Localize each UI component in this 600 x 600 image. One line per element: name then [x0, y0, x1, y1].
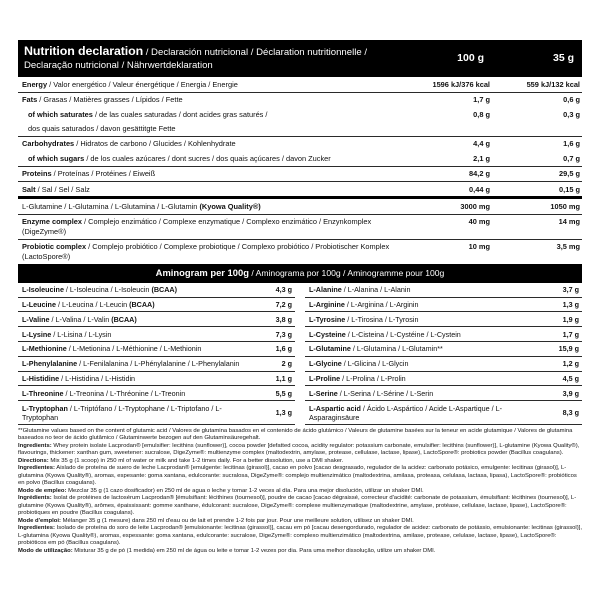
ingredients-es — [18, 465, 582, 488]
aminogram-row-label: L-Glutamine / L-Glutamina / L-Glutamin** — [305, 341, 539, 356]
directions-es-label: Modo de empleo: — [18, 487, 67, 494]
nutrition-row — [18, 239, 582, 263]
aminogram-row — [18, 371, 295, 386]
nutrition-row-label: L-Glutamine / L-Glutamina / L-Glutamina / L-Glutamin (Kyowa Quality®) — [18, 198, 406, 214]
ingredients-en — [18, 443, 582, 458]
nutrition-row — [18, 198, 582, 214]
nutrition-row — [18, 136, 582, 151]
aminogram-row — [305, 401, 582, 425]
nutrition-value-100g: 1596 kJ/376 kcal — [406, 77, 494, 92]
nutrition-declaration-title-rest: / Declaración nutricional / Déclaration nutritionnelle / Declaração nutricional / Nährwertdeklaration — [24, 47, 368, 71]
nutrition-table — [18, 77, 582, 263]
nutrition-value-100g: 84,2 g — [406, 166, 494, 181]
nutrition-row-label: Fats / Grasas / Matières grasses / Lípidos / Fette — [22, 95, 183, 105]
aminogram-row-label: L-Threonine / L-Treonina / L-Thréonine / L-Treonin — [18, 386, 252, 401]
aminogram-row — [18, 297, 295, 312]
column-header-35g: 35 g — [552, 52, 574, 65]
nutrition-row — [18, 181, 582, 197]
aminogram-row-label: L-Valine / L-Valina / L-Valin (BCAA) — [18, 312, 252, 327]
aminogram-row — [18, 356, 295, 371]
directions-pt-label: Modo de utilização: — [18, 547, 73, 554]
aminogram-row-value: 7,3 g — [252, 327, 295, 342]
ingredients-fr-text: Isolat de protéines de lactosérum Lacprodan® [émulsifiant: lécithines (tournesol)], poudre de cacao [cacao dégraissé, correcteur d'acidité: carbonate de potassium, émulsifiant: lécithines (tournesol)], L-glutamine (Kyowa Quality®), arômes, épaississant: gomme xanthane, édulcorant: sucralose, DigeZyme®: complexe multienzymatique (maltodextrine, amylase, protéase, cellulase, lactase, lipase), LactoSpore®: probiotiques en poudre (Bacillus coagulans). — [18, 495, 577, 517]
nutrition-row — [18, 92, 582, 107]
footnotes-block — [18, 428, 582, 556]
ingredients-pt-label: Ingredientes: — [18, 525, 55, 532]
nutrition-row-label: dos quais saturados / davon gesättitgte Fette — [18, 121, 406, 136]
aminogram-row-value: 7,2 g — [252, 297, 295, 312]
aminogram-row-value: 3,8 g — [252, 312, 295, 327]
aminogram-row-value: 1,6 g — [252, 341, 295, 356]
ingredients-fr — [18, 495, 582, 518]
aminogram-columns — [18, 283, 582, 425]
nutrition-value-100g: 3000 mg — [406, 198, 494, 214]
aminogram-row-label: L-Aspartic acid / Ácido L-Aspártico / Acide L-Aspartique / L-Asparaginsäure — [305, 401, 539, 425]
nutrition-value-100g: 40 mg — [406, 214, 494, 239]
aminogram-row-label: L-Proline / L-Prolina / L-Prolin — [305, 371, 539, 386]
aminogram-row-label: L-Isoleucine / L-Isoleucina / L-Isoleucin (BCAA) — [18, 283, 252, 297]
nutrition-value-100g: 0,44 g — [406, 181, 494, 197]
directions-pt-text: Misturar 35 g de pó (1 medida) em 250 ml de água ou leite e tomar 1-2 vezes por dia. Para uma melhor dissolução, utilize um shaker DMI. — [72, 547, 436, 554]
aminogram-row-label: L-Glycine / L-Glicina / L-Glycin — [305, 356, 539, 371]
nutrition-row-label: Enzyme complex / Complejo enzimático / Complexe enzymatique / Complexo enzimático / Enzynkomplex (DigeZyme®) — [18, 214, 406, 239]
nutrition-value-35g: 0,3 g — [563, 109, 580, 119]
nutrition-declaration-header — [18, 40, 582, 77]
aminogram-row-value: 8,3 g — [539, 401, 582, 425]
nutrition-row — [18, 77, 582, 92]
aminogram-row — [305, 341, 582, 356]
nutrition-row — [18, 214, 582, 239]
aminogram-row — [18, 341, 295, 356]
nutrition-value-100g: 0,8 g — [473, 109, 490, 119]
nutrition-value-35g: 29,5 g — [494, 166, 582, 181]
aminogram-row-value: 1,7 g — [539, 327, 582, 342]
nutrition-value-35g: 1,6 g — [563, 139, 580, 149]
aminogram-row — [305, 297, 582, 312]
aminogram-row-label: L-Cysteine / L-Cisteina / L-Cystéine / L-Cystein — [305, 327, 539, 342]
aminogram-right-column — [300, 283, 582, 425]
directions-en-label: Directions: — [18, 457, 49, 464]
aminogram-left-table — [18, 283, 295, 425]
aminogram-row-value: 5,5 g — [252, 386, 295, 401]
nutrition-value-35g: 1050 mg — [494, 198, 582, 214]
ingredients-pt — [18, 525, 582, 548]
directions-es-text: Mezclar 35 g (1 cazo dosificador) en 250 ml de agua o leche y tomar 1-2 veces al día. Para una mejor disolución, utilizar un shaker DMI. — [66, 487, 424, 494]
nutrition-row — [18, 151, 582, 166]
nutrition-declaration-title-bold: Nutrition declaration — [24, 44, 144, 58]
nutrition-declaration-title — [24, 44, 400, 72]
aminogram-header-bold: Aminogram per 100g — [155, 267, 249, 279]
directions-en-text: Mix 35 g (1 scoop) in 250 ml of water or milk and take 1-2 times daily. For a better dissolution, use a DMI shaker. — [48, 457, 344, 464]
nutrition-value-35g: 3,5 mg — [556, 242, 580, 252]
ingredients-en-label: Ingredients: — [18, 442, 52, 449]
nutrition-row — [18, 107, 582, 121]
directions-pt — [18, 548, 582, 556]
aminogram-right-table — [305, 283, 582, 425]
glutamine-footnote: **Glutamine values based on the content of glutamic acid / Valores de glutamina basados en el contenido de ácido glutámico / Valeurs de glutamine basées sur la teneur en acide glutamique / Valores de glutamina baseados no teor de ácido glutâmico / Glutaminwerte bezogen auf den Glutaminsäuregehalt. — [18, 427, 573, 442]
nutrition-row-label: of which sugars / de los cuales azúcares / dont sucres / dos quais açúcares / davon Zucker — [18, 151, 406, 166]
aminogram-row-label: L-Alanine / L-Alanina / L-Alanin — [305, 283, 539, 297]
nutrition-row — [18, 121, 582, 136]
nutrition-value-35g: 0,15 g — [494, 181, 582, 197]
ingredients-pt-text: Isolado de proteína do soro de leite Lacprodan® [emulsionante: lecitinas (girassol)], cacau em pó [cacau desengordurado, regulador de acidez: carbonato de potássio, emulsionante: lecitinas (girassol)], L-glutamina (Kyowa Quality®), aromas, espessante: goma xantana, edulcorante: sucralose, DigeZyme®: complexo multienzimático (maltodextrina, amilase, protease, celulase, lactase, lipase), LactoSpore®: probióticos em pó (Bacillus coagulans). — [18, 525, 582, 547]
aminogram-row-value: 1,2 g — [539, 356, 582, 371]
aminogram-row-label: L-Tyrosine / L-Tirosina / L-Tyrosin — [305, 312, 539, 327]
nutrition-value-100g: 2,1 g — [406, 151, 494, 166]
ingredients-fr-label: Ingrédients: — [18, 495, 52, 502]
aminogram-row-value: 1,9 g — [539, 312, 582, 327]
aminogram-row-value: 4,5 g — [539, 371, 582, 386]
nutrition-row-label: Energy / Valor energético / Valeur énergétique / Energia / Energie — [18, 77, 406, 92]
ingredients-es-text: Aislado de proteína de suero de leche Lacprodan® [emulgente: lecitinas (girasol)], cacao en polvo [cacao desgrasado, regulador de la acidez: carbonato potásico, emulgente: lecitinas (girasol)], L-glutamina (Kyowa Quality®), aromas, espesante: goma xantana, edulcorante: sucralosa, DigeZyme®: complejo multienzimático (maltodextrina, amilasa, proteasa, celulasa, lactasa, lipasa), LactoSpore®: probióticos en polvo (Bacillus coagulans). — [18, 465, 577, 487]
aminogram-left-column — [18, 283, 300, 425]
directions-fr-label: Mode d'emploi: — [18, 517, 61, 524]
aminogram-row-value: 15,9 g — [539, 341, 582, 356]
nutrition-row-label: Probiotic complex / Complejo probiótico / Complexe probiotique / Complexo probiótico / Probiotischer Komplex (LactoSpore®) — [22, 242, 390, 261]
column-header-100g: 100 g — [457, 52, 484, 65]
nutrition-value-35g: 0,7 g — [494, 151, 582, 166]
aminogram-row — [305, 283, 582, 297]
aminogram-row-label: L-Arginine / L-Arginina / L-Arginin — [305, 297, 539, 312]
aminogram-row-value: 1,3 g — [539, 297, 582, 312]
aminogram-row — [305, 371, 582, 386]
aminogram-row — [18, 283, 295, 297]
aminogram-row-label: L-Phenylalanine / L-Fenilalanina / L-Phénylalanine / L-Phenylalanin — [18, 356, 252, 371]
aminogram-row-value: 1,3 g — [252, 401, 295, 425]
directions-fr-text: Mélanger 35 g (1 mesure) dans 250 ml d'eau ou de lait et prendre 1-2 fois par jour. Pour une meilleure solution, utilisez un shaker DMI. — [60, 517, 414, 524]
aminogram-row-label: L-Leucine / L-Leucina / L-Leucin (BCAA) — [18, 297, 252, 312]
nutrition-row — [18, 166, 582, 181]
aminogram-row-value: 2 g — [252, 356, 295, 371]
nutrition-value-100g: 1,7 g — [473, 95, 490, 105]
nutrition-value-100g: 10 mg — [468, 242, 490, 252]
nutrition-value-35g — [494, 121, 582, 136]
nutrition-row-label: of which saturates / de las cuales saturadas / dont acides gras saturés / — [28, 109, 268, 119]
aminogram-header-rest: / Aminograma por 100g / Aminogramme pour 100g — [248, 268, 445, 279]
aminogram-row-value: 3,7 g — [539, 283, 582, 297]
nutrition-row-label: Proteins / Proteínas / Protéines / Eiweiß — [18, 166, 406, 181]
aminogram-row — [18, 386, 295, 401]
nutrition-value-35g: 14 mg — [494, 214, 582, 239]
aminogram-row-value: 3,9 g — [539, 386, 582, 401]
aminogram-row — [18, 401, 295, 425]
aminogram-row — [18, 327, 295, 342]
aminogram-row — [18, 312, 295, 327]
aminogram-row-label: L-Histidine / L-Histidina / L-Histidin — [18, 371, 252, 386]
aminogram-row-label: L-Methionine / L-Metionina / L-Méthionine / L-Methionin — [18, 341, 252, 356]
nutrition-value-35g: 0,6 g — [563, 95, 580, 105]
aminogram-row — [305, 386, 582, 401]
aminogram-row-value: 1,1 g — [252, 371, 295, 386]
ingredients-es-label: Ingredientes: — [18, 465, 55, 472]
aminogram-header-bar — [18, 264, 582, 283]
aminogram-row-value: 4,3 g — [252, 283, 295, 297]
nutrition-row-label: Salt / Sal / Sel / Salz — [18, 181, 406, 197]
nutrition-value-35g: 559 kJ/132 kcal — [494, 77, 582, 92]
aminogram-row — [305, 356, 582, 371]
ingredients-en-text: Whey protein isolate Lacprodan® [emulsifier: lecithins (sunflower)], cocoa powder [defatted cocoa, acidity regulator: potassium carbonate, emulsifier: lecithins (sunflower)], L-glutamine (Kyowa Quality®), flavourings, thickener: xanthan gum, sweetener: sucralose, DigeZyme®: multienzyme complex (maltodextrin, amylase, protease, cellulase, lactase, lipase), LactoSpore®: probiotics powder (Bacillus coagulans). — [18, 442, 580, 457]
aminogram-row-label: L-Serine / L-Serina / L-Sérine / L-Serin — [305, 386, 539, 401]
nutrition-value-100g: 4,4 g — [473, 139, 490, 149]
aminogram-row-label: L-Tryptophan / L-Triptófano / L-Tryptophane / L-Triptofano / L-Tryptophan — [18, 401, 252, 425]
nutrition-value-100g — [406, 121, 494, 136]
aminogram-row — [305, 312, 582, 327]
aminogram-row — [305, 327, 582, 342]
nutrition-row-label: Carbohydrates / Hidratos de carbono / Glucides / Kohlenhydrate — [22, 139, 236, 149]
aminogram-row-label: L-Lysine / L-Lisina / L-Lysin — [18, 327, 252, 342]
